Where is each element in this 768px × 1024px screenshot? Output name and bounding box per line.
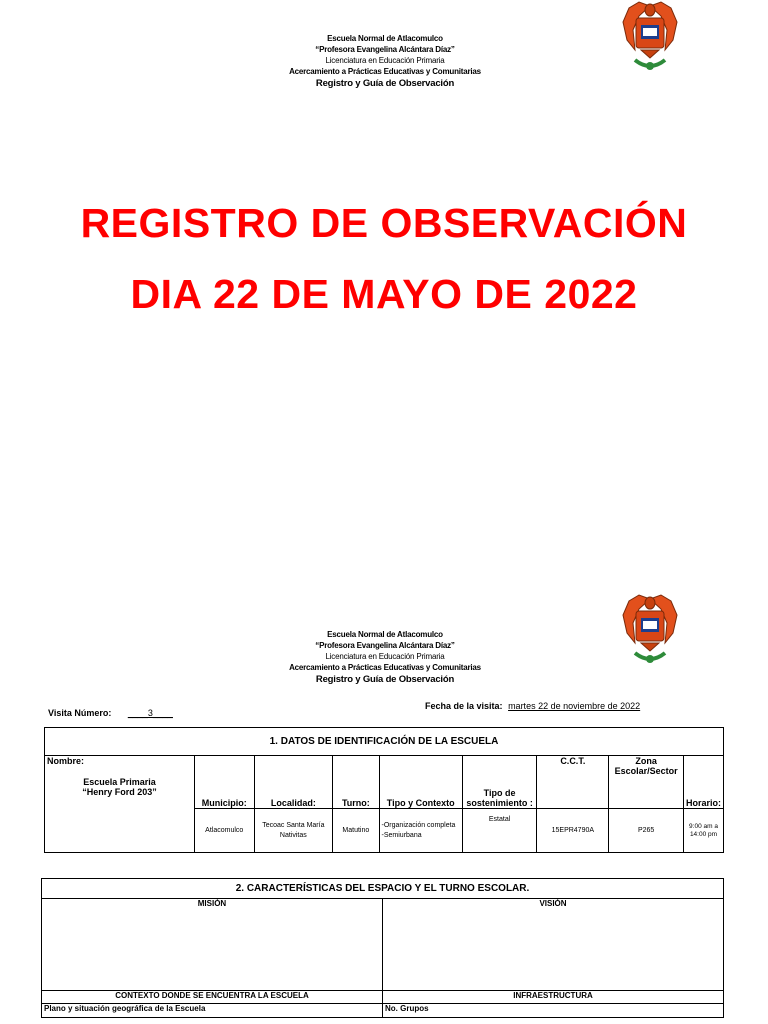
visit-number-row	[48, 708, 173, 718]
visit-number-label: Visita Número:	[48, 708, 112, 718]
header-turno: Turno:	[333, 756, 379, 809]
value-tipo-contexto-2: -Semiurbana	[381, 831, 422, 839]
value-sostenimiento: Estatal	[462, 809, 537, 853]
visit-date-value: martes 22 de noviembre de 2022	[508, 701, 641, 711]
header-zona: Zona Escolar/Sector	[609, 756, 684, 809]
grupos-label: No. Grupos	[383, 1004, 724, 1018]
space-characteristics-table	[41, 878, 724, 1018]
header-line4: Acercamiento a Prácticas Educativas y Comunitarias	[289, 663, 481, 672]
contexto-heading: CONTEXTO DONDE SE ENCUENTRA LA ESCUELA	[42, 991, 383, 1004]
header-sostenimiento: Tipo de sostenimiento :	[462, 756, 537, 809]
school-name-line1: Escuela Primaria	[83, 777, 156, 787]
header-line3: Licenciatura en Educación Primaria	[325, 652, 445, 661]
header-line4: Acercamiento a Prácticas Educativas y Comunitarias	[289, 67, 481, 76]
value-turno: Matutino	[333, 809, 379, 853]
document-header-second	[230, 629, 540, 685]
header-line3: Licenciatura en Educación Primaria	[325, 56, 445, 65]
school-name-line2: “Henry Ford 203”	[82, 787, 157, 797]
visit-date-label: Fecha de la visita:	[425, 701, 503, 711]
header-tipo-contexto: Tipo y Contexto	[379, 756, 462, 809]
value-tipo-contexto	[379, 809, 462, 853]
header-horario: Horario:	[683, 756, 723, 809]
section1-title: 1. DATOS DE IDENTIFICACIÓN DE LA ESCUELA	[45, 728, 724, 756]
mision-heading: MISIÓN	[42, 899, 383, 991]
plano-label: Plano y situación geográfica de la Escuela	[42, 1004, 383, 1018]
document-header-top	[230, 33, 540, 89]
header-line2: “Profesora Evangelina Alcántara Díaz”	[315, 45, 455, 54]
value-municipio: Atlacomulco	[194, 809, 254, 853]
visit-number-value: ____3____	[127, 708, 173, 718]
school-eagle-logo	[619, 0, 681, 74]
value-zona: P265	[609, 809, 684, 853]
header-cct: C.C.T.	[537, 756, 609, 809]
section2-title: 2. CARACTERÍSTICAS DEL ESPACIO Y EL TURNO ESCOLAR.	[42, 879, 724, 899]
school-name-label: Nombre:	[47, 756, 85, 766]
school-identification-table	[44, 727, 724, 853]
value-horario: 9:00 am a 14:00 pm	[683, 809, 723, 853]
value-cct: 15EPR4790A	[537, 809, 609, 853]
header-line5: Registro y Guía de Observación	[315, 674, 455, 685]
infraestructura-heading: INFRAESTRUCTURA	[383, 991, 724, 1004]
value-tipo-contexto-1: -Organización completa	[381, 821, 456, 829]
school-name-cell	[45, 756, 195, 853]
vision-heading: VISIÓN	[383, 899, 724, 991]
cover-date: DIA 22 DE MAYO DE 2022	[130, 271, 638, 317]
header-line2: “Profesora Evangelina Alcántara Díaz”	[315, 641, 455, 650]
header-municipio: Municipio:	[194, 756, 254, 809]
visit-date-row	[425, 701, 640, 711]
header-line1: Escuela Normal de Atlacomulco	[327, 34, 443, 43]
value-localidad: Tecoac Santa María Nativitas	[254, 809, 333, 853]
header-localidad: Localidad:	[254, 756, 333, 809]
header-line5: Registro y Guía de Observación	[315, 78, 455, 89]
school-eagle-logo-2	[619, 593, 681, 667]
header-line1: Escuela Normal de Atlacomulco	[327, 630, 443, 639]
cover-title: REGISTRO DE OBSERVACIÓN	[80, 200, 688, 246]
